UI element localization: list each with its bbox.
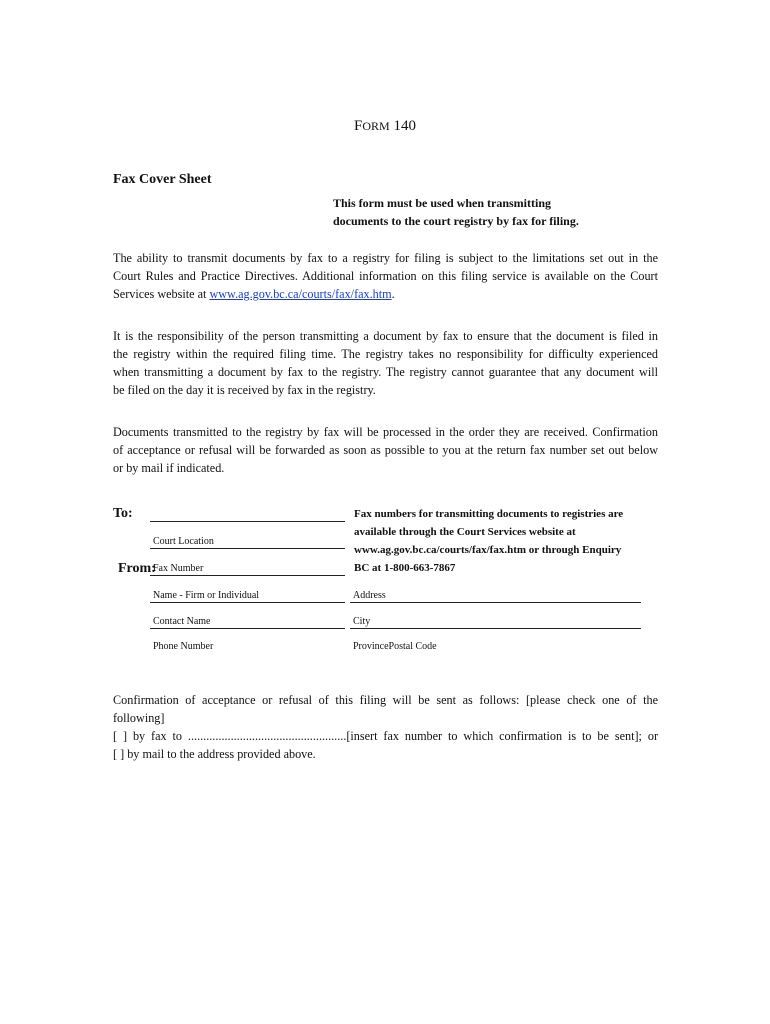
to-label: To: [113, 506, 133, 521]
paragraph-processing [113, 423, 658, 477]
phone-number-caption: Phone Number [153, 641, 214, 652]
confirmation-fax-option[interactable]: [ ] by fax to ....................................................[insert fax number to which confirmation is to be sent]; or [113, 729, 658, 743]
address-line[interactable] [350, 602, 641, 603]
form-title-rest: ORM [362, 119, 390, 133]
para1-line-1: The ability to transmit documents by fax to a registry for filing is subject to the limitations set out in the [113, 251, 658, 265]
para2-line-4: be filed on the day it is received by fax in the registry. [113, 383, 376, 397]
para1-line-3-prefix: Services website at [113, 287, 210, 301]
confirmation-section [113, 691, 658, 763]
court-services-link[interactable]: www.ag.gov.bc.ca/courts/fax/fax.htm [209, 287, 392, 301]
form-number: 140 [393, 118, 416, 134]
confirmation-line-1: Confirmation of acceptance or refusal of this filing will be sent as follows: [please check one of the [113, 693, 658, 707]
info-line-2: available through the Court Services website at [354, 526, 576, 538]
fax-number-line[interactable] [150, 575, 345, 576]
info-line-4: BC at 1-800-663-7867 [354, 562, 456, 574]
name-line[interactable] [150, 602, 345, 603]
para3-line-1: Documents transmitted to the registry by fax will be processed in the order they are received. Confirmation [113, 425, 658, 439]
confirmation-line-2: following] [113, 711, 165, 725]
paragraph-limitations [113, 249, 658, 303]
paragraph-responsibility [113, 327, 658, 399]
para3-line-3: or by mail if indicated. [113, 461, 225, 475]
court-location-line[interactable] [150, 548, 345, 549]
info-line-1: Fax numbers for transmitting documents to registries are [354, 508, 624, 520]
para1-line-2: Court Rules and Practice Directives. Additional information on this filing service is available on the Court [113, 269, 658, 283]
form-title-initial: F [354, 118, 363, 134]
page-heading: Fax Cover Sheet [113, 172, 212, 187]
notice-line-1: This form must be used when transmitting [333, 196, 552, 210]
para1-line-3 [113, 285, 658, 303]
address-caption: Address [353, 590, 386, 601]
contact-name-line[interactable] [150, 628, 345, 629]
city-caption: City [353, 616, 371, 627]
name-caption: Name - Firm or Individual [153, 590, 260, 601]
province-postal-caption: ProvincePostal Code [353, 641, 437, 652]
info-line-3: www.ag.gov.bc.ca/courts/fax/fax.htm or through Enquiry [354, 544, 622, 556]
para2-line-1: It is the responsibility of the person transmitting a document by fax to ensure that the document is filed in [113, 329, 658, 343]
contact-name-caption: Contact Name [153, 616, 211, 627]
para1-line-3-suffix: . [391, 287, 395, 301]
notice-line-2: documents to the court registry by fax for filing. [333, 214, 579, 228]
usage-notice [333, 194, 623, 230]
para2-line-3: when transmitting a document by fax to the registry. The registry cannot guarantee that any document will [113, 365, 658, 379]
from-label: From: [118, 561, 156, 576]
para2-line-2: the registry within the required filing time. The registry takes no responsibility for difficulty experienced [113, 347, 658, 361]
form-title [0, 118, 770, 135]
city-line[interactable] [350, 628, 641, 629]
para3-line-2: of acceptance or refusal will be forwarded as soon as possible to you at the return fax number set out below [113, 443, 658, 457]
fax-number-caption: Fax Number [153, 563, 204, 574]
to-input-line[interactable] [150, 521, 345, 522]
court-location-caption: Court Location [153, 536, 214, 547]
fax-info-box [354, 505, 644, 577]
confirmation-mail-option[interactable]: [ ] by mail to the address provided above. [113, 747, 316, 761]
